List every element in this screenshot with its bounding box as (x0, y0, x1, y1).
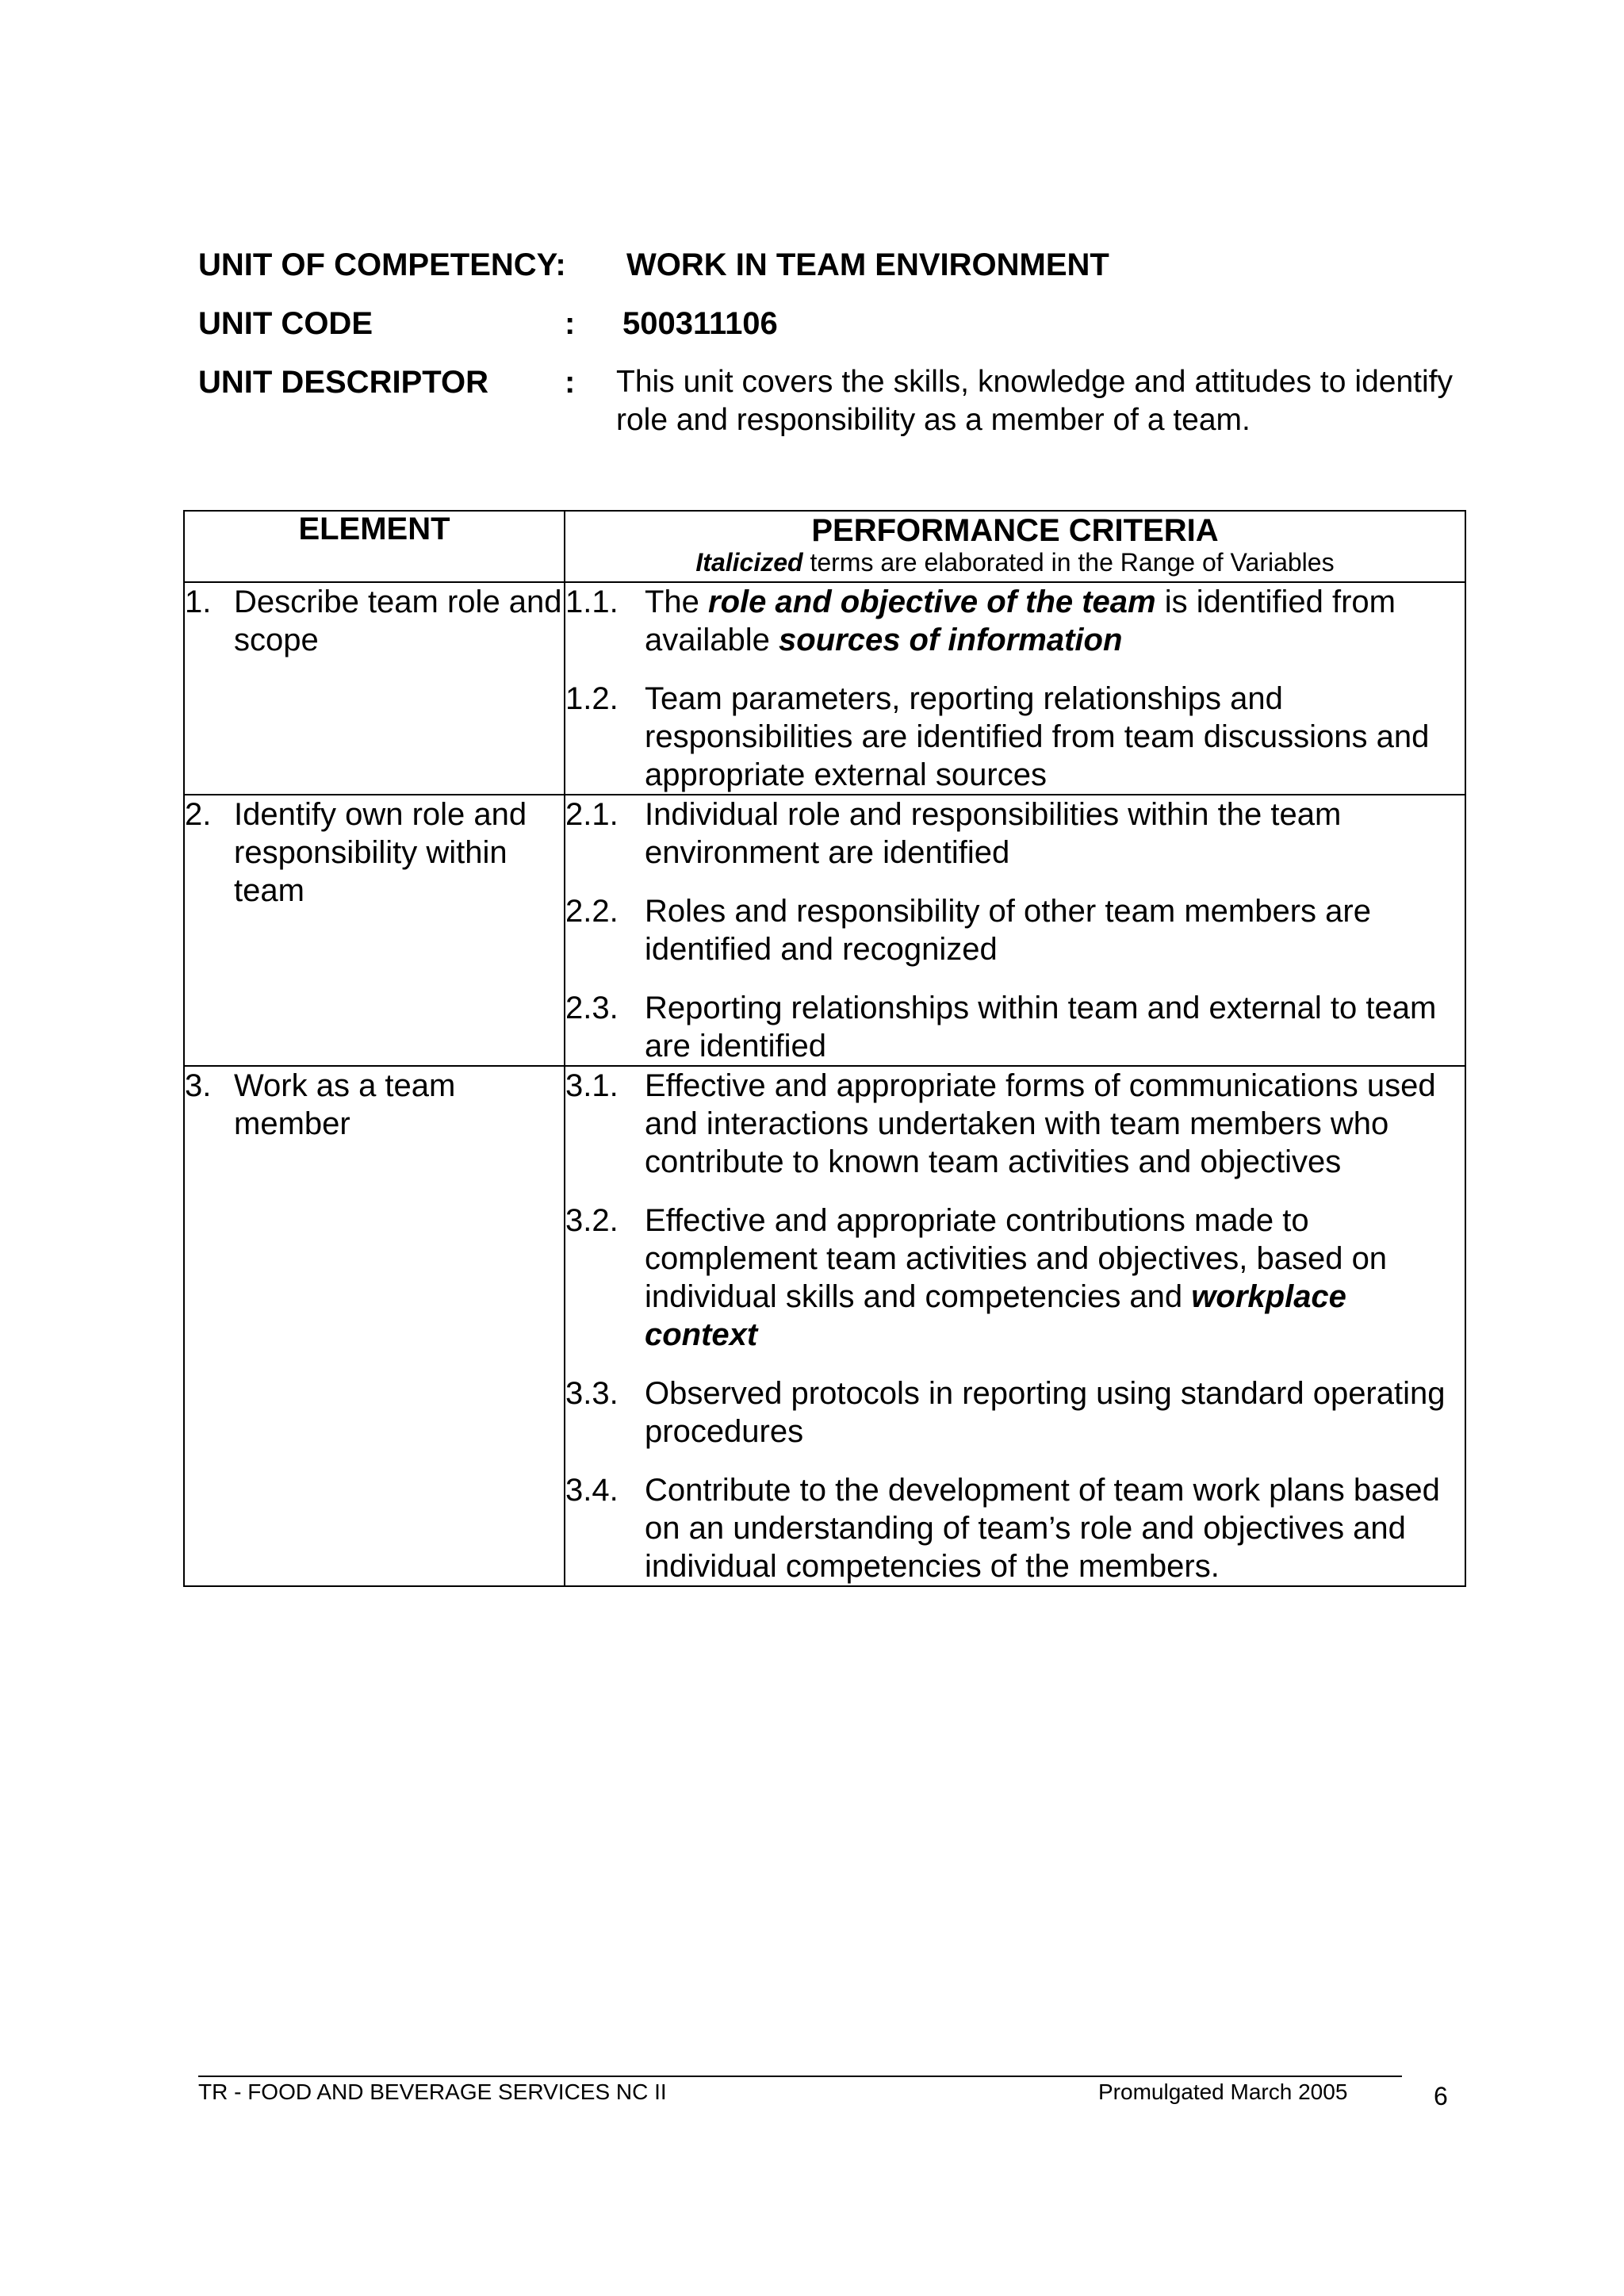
criteria-cell (565, 582, 1465, 795)
criterion-text: Observed protocols in reporting using standard operating procedures (645, 1376, 1446, 1449)
unit-of-competency-value: WORK IN TEAM ENVIRONMENT (626, 247, 1109, 282)
element-cell (184, 582, 565, 795)
criterion-item (565, 795, 1465, 872)
element-cell (184, 1066, 565, 1586)
table-header-row (184, 511, 1465, 582)
criterion-number: 2.2. (565, 894, 619, 929)
criterion-italic-term: sources of information (779, 623, 1123, 657)
criterion-text (645, 583, 1465, 659)
criteria-column-header (565, 511, 1465, 582)
criteria-note-rest: terms are elaborated in the Range of Variables (802, 548, 1335, 577)
criteria-note-italic: Italicized (695, 548, 803, 577)
criterion-text: Team parameters, reporting relationships and responsibilities are identified from team discussions and appropriate external sources (645, 681, 1430, 792)
criterion-item (565, 1471, 1465, 1585)
unit-code-colon: : (565, 306, 576, 341)
criterion-text: Effective and appropriate forms of communications used and interactions undertaken with team members who contribute to known team activities and objectives (645, 1068, 1436, 1179)
unit-code-value: 500311106 (622, 306, 778, 341)
element-column-header: ELEMENT (184, 511, 565, 582)
criterion-item (565, 1202, 1465, 1354)
criterion-item (565, 680, 1465, 794)
element-text: Work as a team member (234, 1068, 456, 1141)
criterion-item (565, 892, 1465, 968)
criterion-number: 3.2. (565, 1203, 619, 1238)
element-number: 2. (185, 797, 212, 832)
criterion-text-part: is identified from available (645, 585, 1396, 657)
element-number: 1. (185, 585, 212, 619)
criterion-text: Individual role and responsibilities within the team environment are identified (645, 797, 1342, 870)
criterion-text: Contribute to the development of team work plans based on an understanding of team’s role and objectives and individual competencies of the members. (645, 1473, 1440, 1584)
unit-descriptor-colon: : (565, 365, 576, 400)
element-number: 3. (185, 1068, 212, 1103)
page-number: 6 (1434, 2082, 1448, 2110)
unit-descriptor-value: This unit covers the skills, knowledge and attitudes to identify role and responsibility as a member of a team. (616, 365, 1453, 437)
unit-descriptor-label: UNIT DESCRIPTOR (198, 365, 488, 400)
element-text: Describe team role and scope (234, 585, 562, 657)
criterion-number: 3.3. (565, 1376, 619, 1411)
criterion-number: 2.1. (565, 797, 619, 832)
element-cell (184, 795, 565, 1066)
criterion-text-part: The (645, 585, 709, 619)
criterion-text: Roles and responsibility of other team members are identified and recognized (645, 894, 1371, 967)
criteria-note (565, 548, 1465, 577)
criterion-text: Reporting relationships within team and external to team are identified (645, 991, 1437, 1064)
table-row (184, 795, 1465, 1066)
footer-title: TR - FOOD AND BEVERAGE SERVICES NC II (198, 2079, 667, 2104)
footer-promulgated: Promulgated March 2005 (1098, 2079, 1348, 2104)
criterion-number: 2.3. (565, 991, 619, 1025)
criterion-text-part: Effective and appropriate contributions made to complement team activities and objectives, based on individual skills and competencies and (645, 1203, 1388, 1314)
criterion-number: 3.4. (565, 1473, 619, 1508)
table-row (184, 582, 1465, 795)
unit-code-label: UNIT CODE (198, 306, 373, 341)
criterion-item (565, 1374, 1465, 1451)
criterion-item (565, 583, 1465, 659)
criteria-cell (565, 1066, 1465, 1586)
criterion-item (565, 1067, 1465, 1181)
criterion-number: 1.2. (565, 681, 619, 716)
element-text: Identify own role and responsibility within team (234, 797, 527, 908)
criterion-number: 1.1. (565, 585, 619, 619)
criterion-number: 3.1. (565, 1068, 619, 1103)
criterion-item (565, 989, 1465, 1065)
footer-divider (198, 2076, 1402, 2077)
criteria-cell (565, 795, 1465, 1066)
criterion-italic-term: workplace context (645, 1279, 1346, 1352)
criterion-text (645, 1202, 1465, 1354)
criterion-italic-term: role and objective of the team (708, 585, 1156, 619)
unit-of-competency-label: UNIT OF COMPETENCY: (198, 247, 566, 282)
competency-table (183, 510, 1466, 1587)
table-row (184, 1066, 1465, 1586)
criteria-title: PERFORMANCE CRITERIA (811, 513, 1219, 548)
